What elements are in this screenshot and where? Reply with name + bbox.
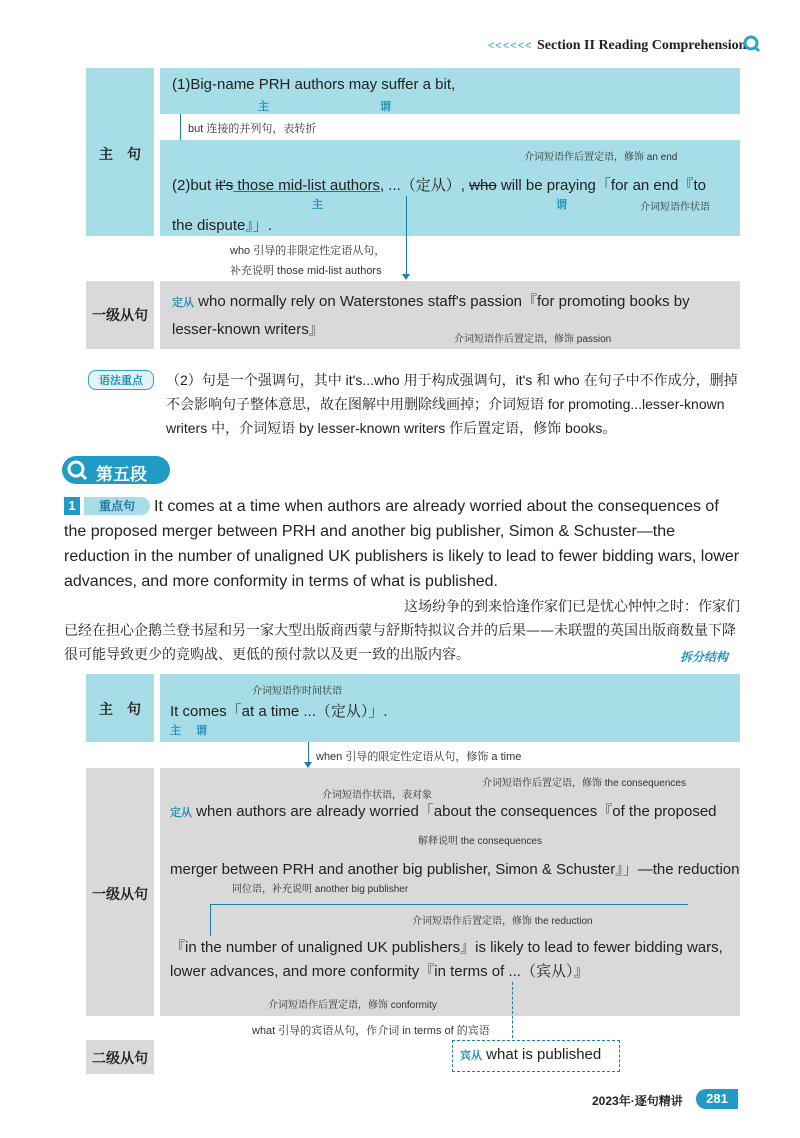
passage-english: It comes at a time when authors are already worried about the consequences of the proposed merger between PRH and another big publisher, Simon & Schuster—the reduction in the number of unaligned UK publishers is likely to lead to fewer bidding wars, lower advances, and more conformity in terms of what is published. <box>64 498 740 590</box>
level1-line4: lower advances, and more conformity『in terms of ...（宾从）』 <box>170 963 589 980</box>
clause2-line1-b: those mid-list authors <box>233 177 380 194</box>
connector-line <box>180 114 181 140</box>
rel-note: 介词短语作后置定语，修饰 passion <box>454 334 612 345</box>
note-top-left: 介词短语作状语，表对象 <box>322 790 432 801</box>
grammar-badge-text: 语法重点 <box>99 375 143 387</box>
clause2-who: who <box>469 177 497 194</box>
rel-line1-text: who normally rely on Waterstones staff's passion『for promoting books by <box>198 293 690 310</box>
level1-line1-text: when authors are already worried「about the consequences『of the proposed <box>196 803 717 820</box>
object-tag: 宾从 <box>460 1050 482 1062</box>
label-main-clause-1-text: 主 句 <box>99 146 141 162</box>
grammar-badge <box>88 370 154 390</box>
clause2-line1-d: will be praying「for an end『to <box>496 177 706 194</box>
what-note: what 引导的宾语从句，作介词 in terms of 的宾语 <box>252 1025 490 1037</box>
label-main-clause-2-text: 主 句 <box>99 701 141 717</box>
level1-line3: 『in the number of unaligned UK publishers』is likely to lead to fewer bidding wars, <box>170 939 723 956</box>
clause1-pred-tag: 谓 <box>380 101 391 113</box>
section-title: 第五段 <box>96 465 147 484</box>
when-connector-line <box>308 742 309 764</box>
what-connector-line <box>512 982 514 1038</box>
who-connector-line <box>406 196 407 274</box>
footer-label: 2023年·逐句精讲 <box>592 1094 683 1108</box>
reduction-line <box>210 904 688 905</box>
note-conformity: 介词短语作后置定语，修饰 conformity <box>268 1000 437 1011</box>
header <box>488 36 746 54</box>
clause2-pred-tag: 谓 <box>556 199 567 211</box>
grammar-text: （2）句是一个强调句，其中 it's...who 用于构成强调句，it's 和 who 在句子中不作成分，删掉不会影响句子整体意思，故在图解中用删除线画掉；介词短语 for promoting...lesser-known writers 中，介词短语 by lesser-known writers 作后置定语，修饰 books。 <box>166 372 738 436</box>
when-note: when 引导的限定性定语从句，修饰 a time <box>316 751 522 763</box>
level1-line1 <box>170 800 717 821</box>
who-note-2: 补充说明 those mid-list authors <box>230 265 382 277</box>
rel-line1 <box>172 290 690 311</box>
header-title: Section II Reading Comprehension <box>537 38 747 53</box>
main2-pred-tag: 谓 <box>196 725 207 737</box>
clause2-line1 <box>172 174 706 195</box>
structure-link[interactable]: 拆分结构 <box>680 650 729 664</box>
clause2-line2: the dispute』」. <box>172 217 273 234</box>
note-explain: 解释说明 the consequences <box>418 836 542 847</box>
rel-line2: lesser-known writers』 <box>172 321 324 338</box>
label-level2-clause-2-text: 二级从句 <box>92 1050 148 1066</box>
note-top-right: 介词短语作后置定语，修饰 the consequences <box>482 778 686 789</box>
note-appos: 同位语，补充说明 another big publisher <box>232 884 409 895</box>
main2-line: It comes「at a time ...（定从）」. <box>170 703 388 720</box>
clause2-line1-c: , ...（定从）, <box>379 177 470 194</box>
who-arrow <box>402 274 410 280</box>
who-note-1: who 引导的非限定性定语从句， <box>230 245 386 257</box>
passage-badge: 重点句 <box>84 497 150 515</box>
clause2-note: 介词短语作后置定语，修饰 an end <box>524 152 678 163</box>
label-level1-clause-1-text: 一级从句 <box>92 307 148 323</box>
passage-chinese: 这场纷争的到来恰逢作家们已是忧心忡忡之时：作家们已经在担心企鹅兰登书屋和另一家大型出版商西蒙与舒斯特拟议合并的后果——未联盟的英国出版商数量下降很可能导致更少的竞购战、更低的预付款以及更一致的出版内容。 <box>64 599 740 663</box>
level1-rel-tag: 定从 <box>170 807 192 819</box>
connector-note: but 连接的并列句，表转折 <box>188 123 317 135</box>
clause2-itis: it's <box>215 177 234 194</box>
footer-page: 281 <box>696 1089 738 1109</box>
passage-number: 1 <box>64 497 80 515</box>
object-clause-text: what is published <box>486 1046 602 1063</box>
object-clause-line <box>460 1046 601 1063</box>
magnifier-icon <box>743 35 761 53</box>
header-arrows: <<<<<< <box>488 40 533 52</box>
level1-line2: merger between PRH and another big publisher, Simon & Schuster』」—the reduction <box>170 861 740 878</box>
clause2-adv-note: 介词短语作状语 <box>640 202 710 213</box>
main2-note: 介词短语作时间状语 <box>252 686 342 697</box>
section-icon <box>66 459 88 486</box>
clause1-text: (1)Big-name PRH authors may suffer a bit, <box>172 76 456 93</box>
reduction-line-left <box>210 904 211 936</box>
note-reduction: 介词短语作后置定语，修饰 the reduction <box>412 916 593 927</box>
clause1-subj-tag: 主 <box>258 101 269 113</box>
clause2-subj-tag: 主 <box>312 199 323 211</box>
label-level1-clause-2-text: 一级从句 <box>92 886 148 902</box>
main2-subj-tag: 主 <box>170 725 181 737</box>
rel-tag: 定从 <box>172 297 194 309</box>
clause2-line1-a: (2)but <box>172 177 216 194</box>
